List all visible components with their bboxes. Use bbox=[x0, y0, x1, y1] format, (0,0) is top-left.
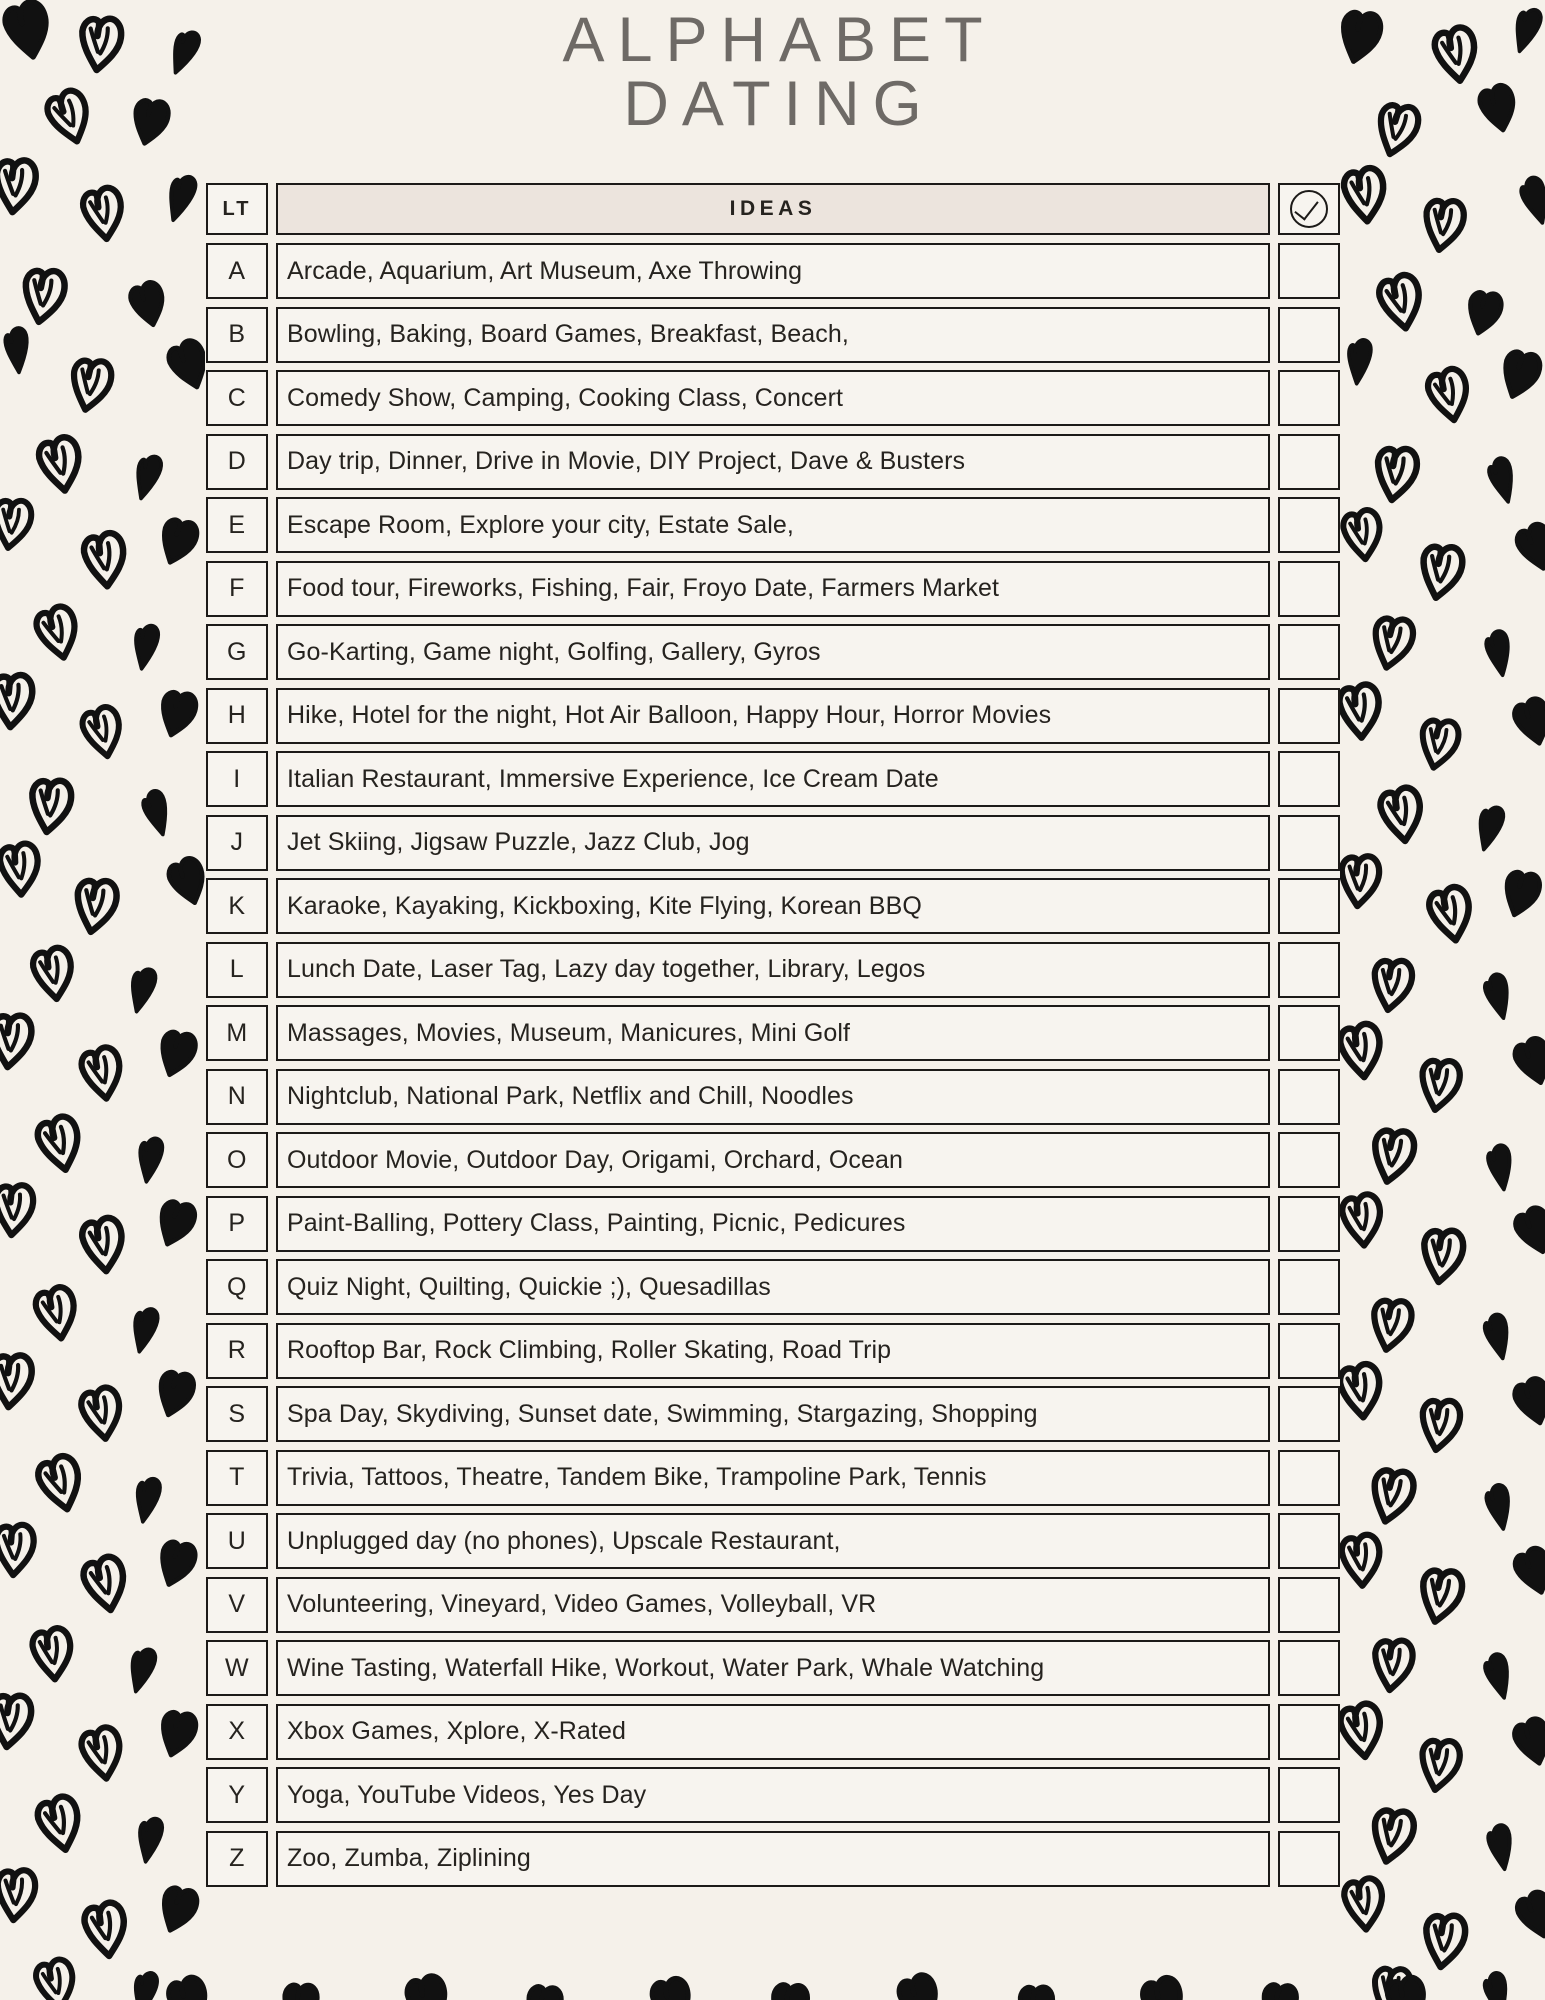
table-row bbox=[206, 1450, 1340, 1506]
row-letter: I bbox=[206, 751, 268, 807]
table-row bbox=[206, 942, 1340, 998]
row-checkbox[interactable] bbox=[1278, 370, 1340, 426]
row-checkbox[interactable] bbox=[1278, 1196, 1340, 1252]
row-letter: Z bbox=[206, 1831, 268, 1887]
row-checkbox[interactable] bbox=[1278, 751, 1340, 807]
table-header-row bbox=[206, 183, 1340, 235]
header-check bbox=[1278, 183, 1340, 235]
table-row bbox=[206, 434, 1340, 490]
table-row bbox=[206, 1323, 1340, 1379]
table-row bbox=[206, 1704, 1340, 1760]
table-row bbox=[206, 370, 1340, 426]
row-checkbox[interactable] bbox=[1278, 1577, 1340, 1633]
row-checkbox[interactable] bbox=[1278, 243, 1340, 299]
row-ideas[interactable]: Bowling, Baking, Board Games, Breakfast, Beach, bbox=[276, 307, 1270, 363]
table-row bbox=[206, 1132, 1340, 1188]
row-ideas[interactable]: Yoga, YouTube Videos, Yes Day bbox=[276, 1767, 1270, 1823]
row-checkbox[interactable] bbox=[1278, 942, 1340, 998]
row-checkbox[interactable] bbox=[1278, 1069, 1340, 1125]
row-letter: A bbox=[206, 243, 268, 299]
table-row bbox=[206, 243, 1340, 299]
row-letter: P bbox=[206, 1196, 268, 1252]
row-ideas[interactable]: Food tour, Fireworks, Fishing, Fair, Froyo Date, Farmers Market bbox=[276, 561, 1270, 617]
row-ideas[interactable]: Trivia, Tattoos, Theatre, Tandem Bike, Trampoline Park, Tennis bbox=[276, 1450, 1270, 1506]
row-checkbox[interactable] bbox=[1278, 1640, 1340, 1696]
row-checkbox[interactable] bbox=[1278, 1005, 1340, 1061]
header-letter: LT bbox=[206, 183, 268, 235]
table-row bbox=[206, 1513, 1340, 1569]
row-letter: D bbox=[206, 434, 268, 490]
table-row bbox=[206, 307, 1340, 363]
row-letter: E bbox=[206, 497, 268, 553]
heart-border-right bbox=[1340, 0, 1545, 2000]
row-ideas[interactable]: Italian Restaurant, Immersive Experience, Ice Cream Date bbox=[276, 751, 1270, 807]
row-letter: S bbox=[206, 1386, 268, 1442]
heart-border-left bbox=[0, 0, 205, 2000]
table-row bbox=[206, 688, 1340, 744]
table-row bbox=[206, 1386, 1340, 1442]
row-ideas[interactable]: Day trip, Dinner, Drive in Movie, DIY Project, Dave & Busters bbox=[276, 434, 1270, 490]
row-letter: V bbox=[206, 1577, 268, 1633]
row-letter: Y bbox=[206, 1767, 268, 1823]
row-checkbox[interactable] bbox=[1278, 1831, 1340, 1887]
row-letter: Q bbox=[206, 1259, 268, 1315]
row-letter: O bbox=[206, 1132, 268, 1188]
table-row bbox=[206, 1640, 1340, 1696]
row-checkbox[interactable] bbox=[1278, 307, 1340, 363]
row-letter: J bbox=[206, 815, 268, 871]
row-ideas[interactable]: Quiz Night, Quilting, Quickie ;), Quesadillas bbox=[276, 1259, 1270, 1315]
row-checkbox[interactable] bbox=[1278, 688, 1340, 744]
row-checkbox[interactable] bbox=[1278, 1513, 1340, 1569]
table-row bbox=[206, 1069, 1340, 1125]
row-letter: H bbox=[206, 688, 268, 744]
row-letter: X bbox=[206, 1704, 268, 1760]
row-ideas[interactable]: Arcade, Aquarium, Art Museum, Axe Throwing bbox=[276, 243, 1270, 299]
row-checkbox[interactable] bbox=[1278, 815, 1340, 871]
row-letter: F bbox=[206, 561, 268, 617]
row-checkbox[interactable] bbox=[1278, 1704, 1340, 1760]
page-title-line-1: ALPHABET bbox=[562, 5, 996, 75]
row-letter: T bbox=[206, 1450, 268, 1506]
row-ideas[interactable]: Outdoor Movie, Outdoor Day, Origami, Orchard, Ocean bbox=[276, 1132, 1270, 1188]
row-ideas[interactable]: Unplugged day (no phones), Upscale Restaurant, bbox=[276, 1513, 1270, 1569]
row-letter: K bbox=[206, 878, 268, 934]
row-ideas[interactable]: Massages, Movies, Museum, Manicures, Mini Golf bbox=[276, 1005, 1270, 1061]
row-ideas[interactable]: Comedy Show, Camping, Cooking Class, Concert bbox=[276, 370, 1270, 426]
table-body bbox=[206, 243, 1340, 1887]
row-letter: W bbox=[206, 1640, 268, 1696]
table-row bbox=[206, 1831, 1340, 1887]
row-checkbox[interactable] bbox=[1278, 1450, 1340, 1506]
row-ideas[interactable]: Rooftop Bar, Rock Climbing, Roller Skating, Road Trip bbox=[276, 1323, 1270, 1379]
check-circle-icon bbox=[1290, 190, 1328, 228]
row-letter: U bbox=[206, 1513, 268, 1569]
row-ideas[interactable]: Hike, Hotel for the night, Hot Air Balloon, Happy Hour, Horror Movies bbox=[276, 688, 1270, 744]
page-title-line-2: DATING bbox=[623, 69, 935, 140]
row-ideas[interactable]: Paint-Balling, Pottery Class, Painting, Picnic, Pedicures bbox=[276, 1196, 1270, 1252]
table-row bbox=[206, 1767, 1340, 1823]
row-checkbox[interactable] bbox=[1278, 434, 1340, 490]
row-ideas[interactable]: Zoo, Zumba, Ziplining bbox=[276, 1831, 1270, 1887]
row-ideas[interactable]: Escape Room, Explore your city, Estate Sale, bbox=[276, 497, 1270, 553]
row-ideas[interactable]: Volunteering, Vineyard, Video Games, Volleyball, VR bbox=[276, 1577, 1270, 1633]
row-checkbox[interactable] bbox=[1278, 1259, 1340, 1315]
row-checkbox[interactable] bbox=[1278, 878, 1340, 934]
alphabet-dating-table bbox=[206, 183, 1340, 1894]
table-row bbox=[206, 1005, 1340, 1061]
table-row bbox=[206, 815, 1340, 871]
row-ideas[interactable]: Nightclub, National Park, Netflix and Chill, Noodles bbox=[276, 1069, 1270, 1125]
row-ideas[interactable]: Wine Tasting, Waterfall Hike, Workout, Water Park, Whale Watching bbox=[276, 1640, 1270, 1696]
row-letter: M bbox=[206, 1005, 268, 1061]
row-ideas[interactable]: Lunch Date, Laser Tag, Lazy day together, Library, Legos bbox=[276, 942, 1270, 998]
row-checkbox[interactable] bbox=[1278, 497, 1340, 553]
table-row bbox=[206, 1196, 1340, 1252]
table-row bbox=[206, 497, 1340, 553]
header-ideas: IDEAS bbox=[276, 183, 1270, 235]
table-row bbox=[206, 624, 1340, 680]
row-letter: C bbox=[206, 370, 268, 426]
row-checkbox[interactable] bbox=[1278, 1323, 1340, 1379]
table-row bbox=[206, 1259, 1340, 1315]
row-ideas[interactable]: Karaoke, Kayaking, Kickboxing, Kite Flying, Korean BBQ bbox=[276, 878, 1270, 934]
table-row bbox=[206, 878, 1340, 934]
row-checkbox[interactable] bbox=[1278, 1132, 1340, 1188]
heart-border-bottom bbox=[0, 1960, 1545, 2000]
row-ideas[interactable]: Go-Karting, Game night, Golfing, Gallery, Gyros bbox=[276, 624, 1270, 680]
row-letter: L bbox=[206, 942, 268, 998]
row-letter: N bbox=[206, 1069, 268, 1125]
row-letter: B bbox=[206, 307, 268, 363]
table-row bbox=[206, 751, 1340, 807]
row-ideas[interactable]: Spa Day, Skydiving, Sunset date, Swimming, Stargazing, Shopping bbox=[276, 1386, 1270, 1442]
table-row bbox=[206, 1577, 1340, 1633]
row-checkbox[interactable] bbox=[1278, 1767, 1340, 1823]
row-checkbox[interactable] bbox=[1278, 624, 1340, 680]
row-letter: G bbox=[206, 624, 268, 680]
row-ideas[interactable]: Jet Skiing, Jigsaw Puzzle, Jazz Club, Jog bbox=[276, 815, 1270, 871]
row-checkbox[interactable] bbox=[1278, 1386, 1340, 1442]
table-row bbox=[206, 561, 1340, 617]
row-letter: R bbox=[206, 1323, 268, 1379]
row-ideas[interactable]: Xbox Games, Xplore, X-Rated bbox=[276, 1704, 1270, 1760]
page-title bbox=[0, 5, 1545, 140]
row-checkbox[interactable] bbox=[1278, 561, 1340, 617]
